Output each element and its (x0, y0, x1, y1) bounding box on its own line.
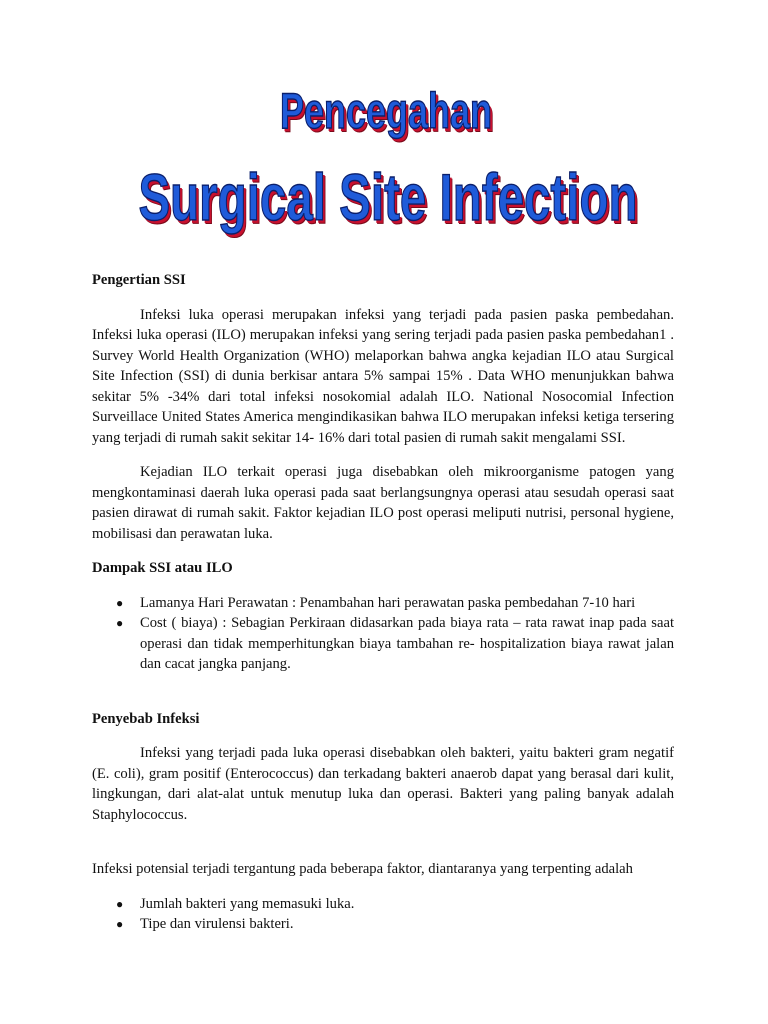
paragraph-pengertian-1: Infeksi luka operasi merupakan infeksi yang terjadi pada pasien paska pembedahan. Infeksi luka operasi (ILO) merupakan infeksi yang sering terjadi pada pasien paska pembedahan1 . Survey World Health Organization (WHO) melaporkan bahwa angka kejadian ILO atau Surgical Site Infection (SSI) di dunia berkisar antara 5% sampai 15% . Data WHO menunjukkan bahwa sekitar 5% -34% dari total infeksi nosokomial adalah ILO. National Nosocomial Infection Surveillace United States America mengindikasikan bahwa ILO merupakan infeksi ketiga tersering yang terjadi di rumah sakit sekitar 14- 16% dari total pasien di rumah sakit mengalami SSI. (92, 306, 674, 446)
title-line-1: Pencegahan (279, 83, 493, 139)
list-item (92, 613, 674, 675)
list-dampak (92, 593, 674, 675)
paragraph-penyebab-1: Infeksi yang terjadi pada luka operasi disebabkan oleh bakteri, yaitu bakteri gram negatif (E. coli), gram positif (Enterococcus) dan terkadang bakteri anaerob dapat yang berasal dari kulit, lingkungan, dari alat-alat untuk menutup luka dan operasi. Bakteri yang paling banyak adalah Staphylococcus. (92, 745, 674, 823)
bullet-icon: ● (116, 616, 124, 630)
paragraph-penyebab-2: Infeksi potensial terjadi tergantung pada beberapa faktor, diantaranya yang terpenting adalah (92, 861, 633, 877)
list-item-text: Jumlah bakteri yang memasuki luka. (140, 895, 355, 912)
paragraph-pengertian-2: Kejadian ILO terkait operasi juga disebabkan oleh mikroorganisme patogen yang mengkontaminasi daerah luka operasi pada saat berlangsungnya operasi atau sesudah operasi saat pasien dirawat di rumah sakit. Faktor kejadian ILO post operasi meliputi nutrisi, personal hygiene, mobilisasi dan perawatan luka. (92, 464, 674, 542)
bullet-icon: ● (116, 595, 124, 610)
document-body (92, 270, 674, 935)
list-item-text: Tipe dan virulensi bakteri. (140, 916, 294, 932)
list-penyebab (92, 894, 674, 935)
heading-dampak: Dampak SSI atau ILO (92, 560, 233, 576)
heading-pengertian: Pengertian SSI (92, 272, 186, 288)
bullet-icon: ● (116, 917, 124, 931)
heading-penyebab: Penyebab Infeksi (92, 710, 200, 727)
list-item (92, 894, 674, 915)
list-item (92, 914, 674, 935)
title-line-2: Surgical Site Infection (138, 160, 638, 234)
list-item-text: Lamanya Hari Perawatan : Penambahan hari perawatan paska pembedahan 7-10 hari (140, 594, 636, 611)
list-item-text: Cost ( biaya) : Sebagian Perkiraan didasarkan pada biaya rata – rata rawat inap pada saat operasi dan tidak memperhitungkan biaya tambahan re- hospitalization biaya rawat jalan dan cacat jangka panjang. (140, 615, 674, 672)
list-item (92, 593, 674, 614)
bullet-icon: ● (116, 896, 124, 911)
